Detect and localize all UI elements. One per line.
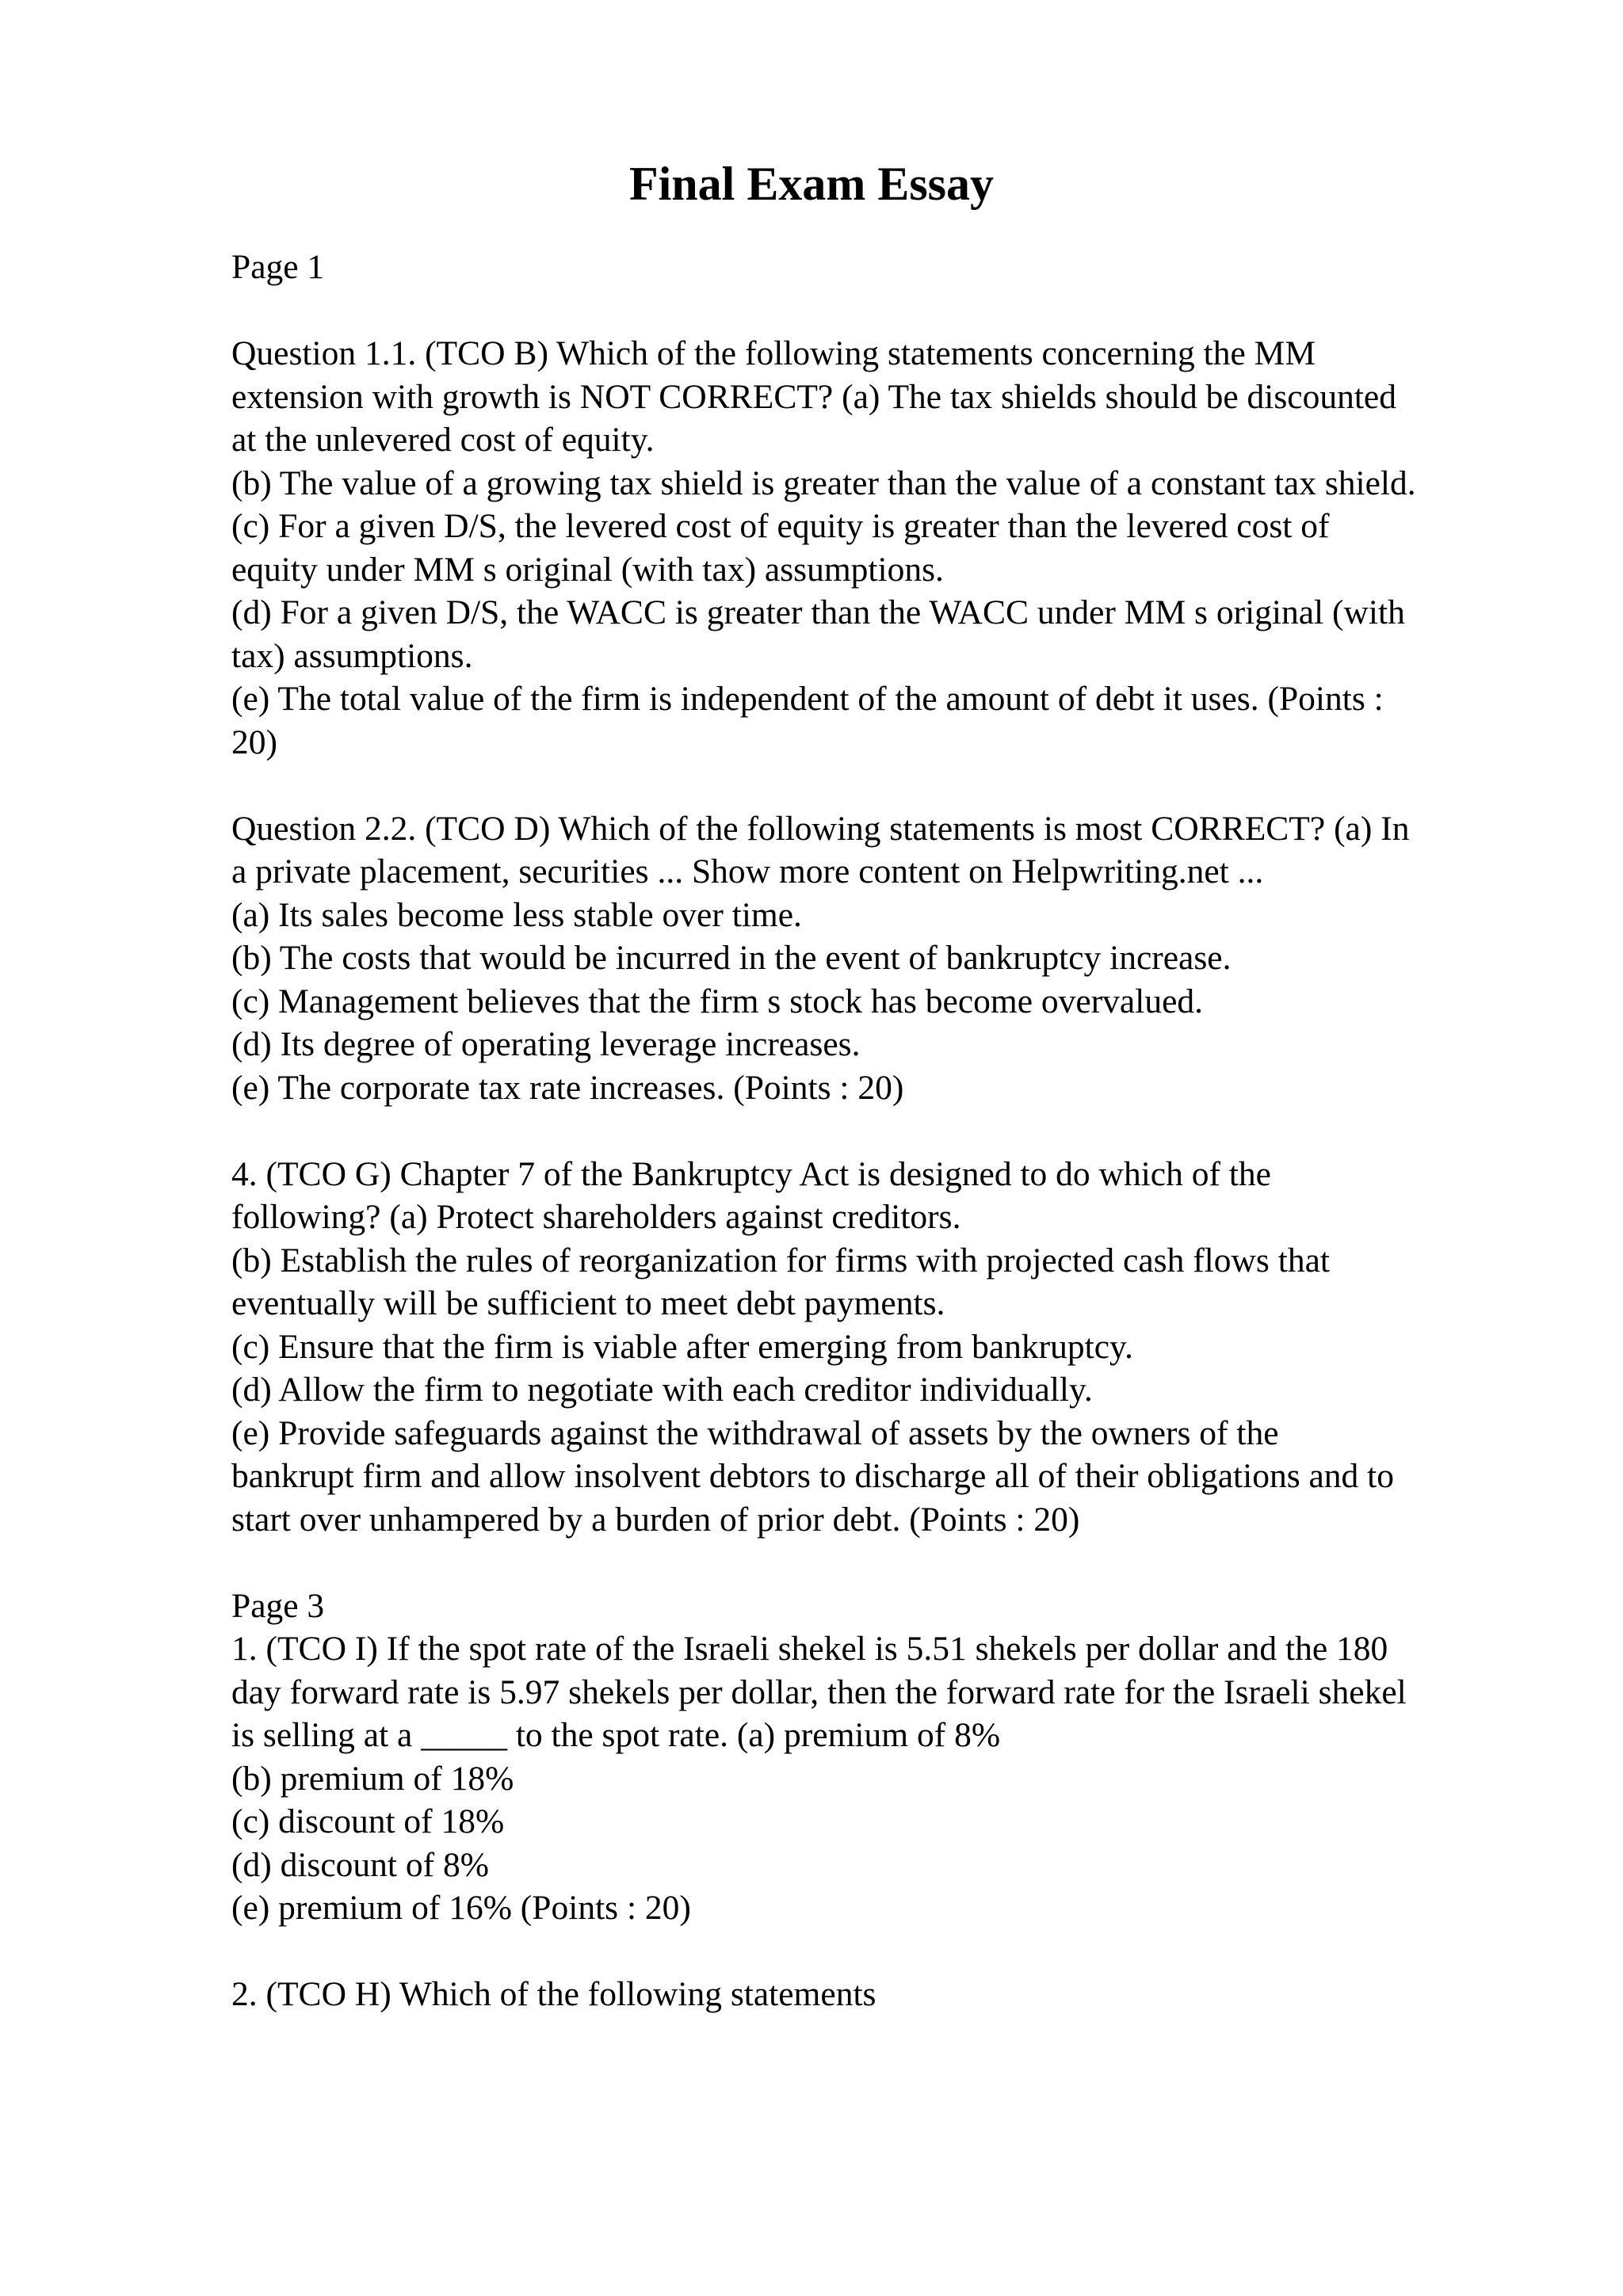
text-line: (e) The total value of the firm is independent of the amount of debt it uses. (Points : — [231, 680, 1384, 718]
paragraph-gap — [231, 764, 1531, 807]
text-line: (b) The value of a growing tax shield is greater than the value of a constant tax shield. — [231, 463, 1416, 502]
text-line: a private placement, securities ... Show more content on Helpwriting.net ... — [231, 852, 1264, 891]
text-line: (e) Provide safeguards against the withdrawal of assets by the owners of the — [231, 1413, 1279, 1452]
document-title: Final Exam Essay — [628, 158, 995, 210]
text-line: Question 2.2. (TCO D) Which of the following statements is most CORRECT? (a) In — [231, 809, 1410, 848]
text-line: eventually will be sufficient to meet debt payments. — [231, 1284, 945, 1322]
text-line: extension with growth is NOT CORRECT? (a) The tax shields should be discounted — [231, 377, 1396, 416]
text-line: 2. (TCO H) Which of the following statements — [231, 1975, 876, 2013]
text-line: (c) Management believes that the firm s stock has become overvalued. — [231, 982, 1204, 1020]
text-line: (d) Its degree of operating leverage increases. — [231, 1025, 861, 1063]
text-line: day forward rate is 5.97 shekels per dollar, then the forward rate for the Israeli shekel — [231, 1672, 1407, 1711]
text-line: bankrupt firm and allow insolvent debtors to discharge all of their obligations and to — [231, 1457, 1395, 1495]
text-line: tax) assumptions. — [231, 636, 473, 675]
paragraph-gap — [231, 1930, 1531, 1974]
text-line: Page 1 — [231, 248, 325, 286]
text-line: is selling at a _____ to the spot rate. (a) premium of 8% — [231, 1716, 1001, 1754]
text-line: (d) discount of 8% — [231, 1845, 489, 1884]
text-line: (c) For a given D/S, the levered cost of equity is greater than the levered cost of — [231, 507, 1330, 545]
text-line: 4. (TCO G) Chapter 7 of the Bankruptcy Act is designed to do which of the — [231, 1154, 1271, 1193]
text-line: Page 3 — [231, 1586, 325, 1625]
text-line: 1. (TCO I) If the spot rate of the Israeli shekel is 5.51 shekels per dollar and the 180 — [231, 1630, 1388, 1668]
text-line: 20) — [231, 723, 277, 761]
text-line: (c) Ensure that the firm is viable after emerging from bankruptcy. — [231, 1327, 1133, 1366]
text-line: following? (a) Protect shareholders against creditors. — [231, 1198, 961, 1236]
document-body — [231, 246, 1531, 2016]
text-line: (c) discount of 18% — [231, 1802, 505, 1840]
paragraph-gap — [231, 289, 1531, 333]
text-line: (e) The corporate tax rate increases. (Points : 20) — [231, 1068, 904, 1107]
text-line: (b) premium of 18% — [231, 1759, 514, 1798]
text-line: Question 1.1. (TCO B) Which of the following statements concerning the MM — [231, 334, 1316, 372]
text-line: (b) The costs that would be incurred in the event of bankruptcy increase. — [231, 939, 1232, 977]
paragraph-gap — [231, 1109, 1531, 1153]
text-line: (e) premium of 16% (Points : 20) — [231, 1889, 691, 1927]
text-line: (d) For a given D/S, the WACC is greater than the WACC under MM s original (with — [231, 593, 1405, 631]
paragraph-gap — [231, 1541, 1531, 1585]
text-line: (b) Establish the rules of reorganization for firms with projected cash flows that — [231, 1241, 1330, 1280]
text-line: at the unlevered cost of equity. — [231, 421, 655, 459]
text-line: start over unhampered by a burden of prior debt. (Points : 20) — [231, 1500, 1080, 1539]
text-line: equity under MM s original (with tax) assumptions. — [231, 550, 944, 589]
text-line: (a) Its sales become less stable over time. — [231, 895, 802, 934]
text-line: (d) Allow the firm to negotiate with each creditor individually. — [231, 1371, 1093, 1409]
